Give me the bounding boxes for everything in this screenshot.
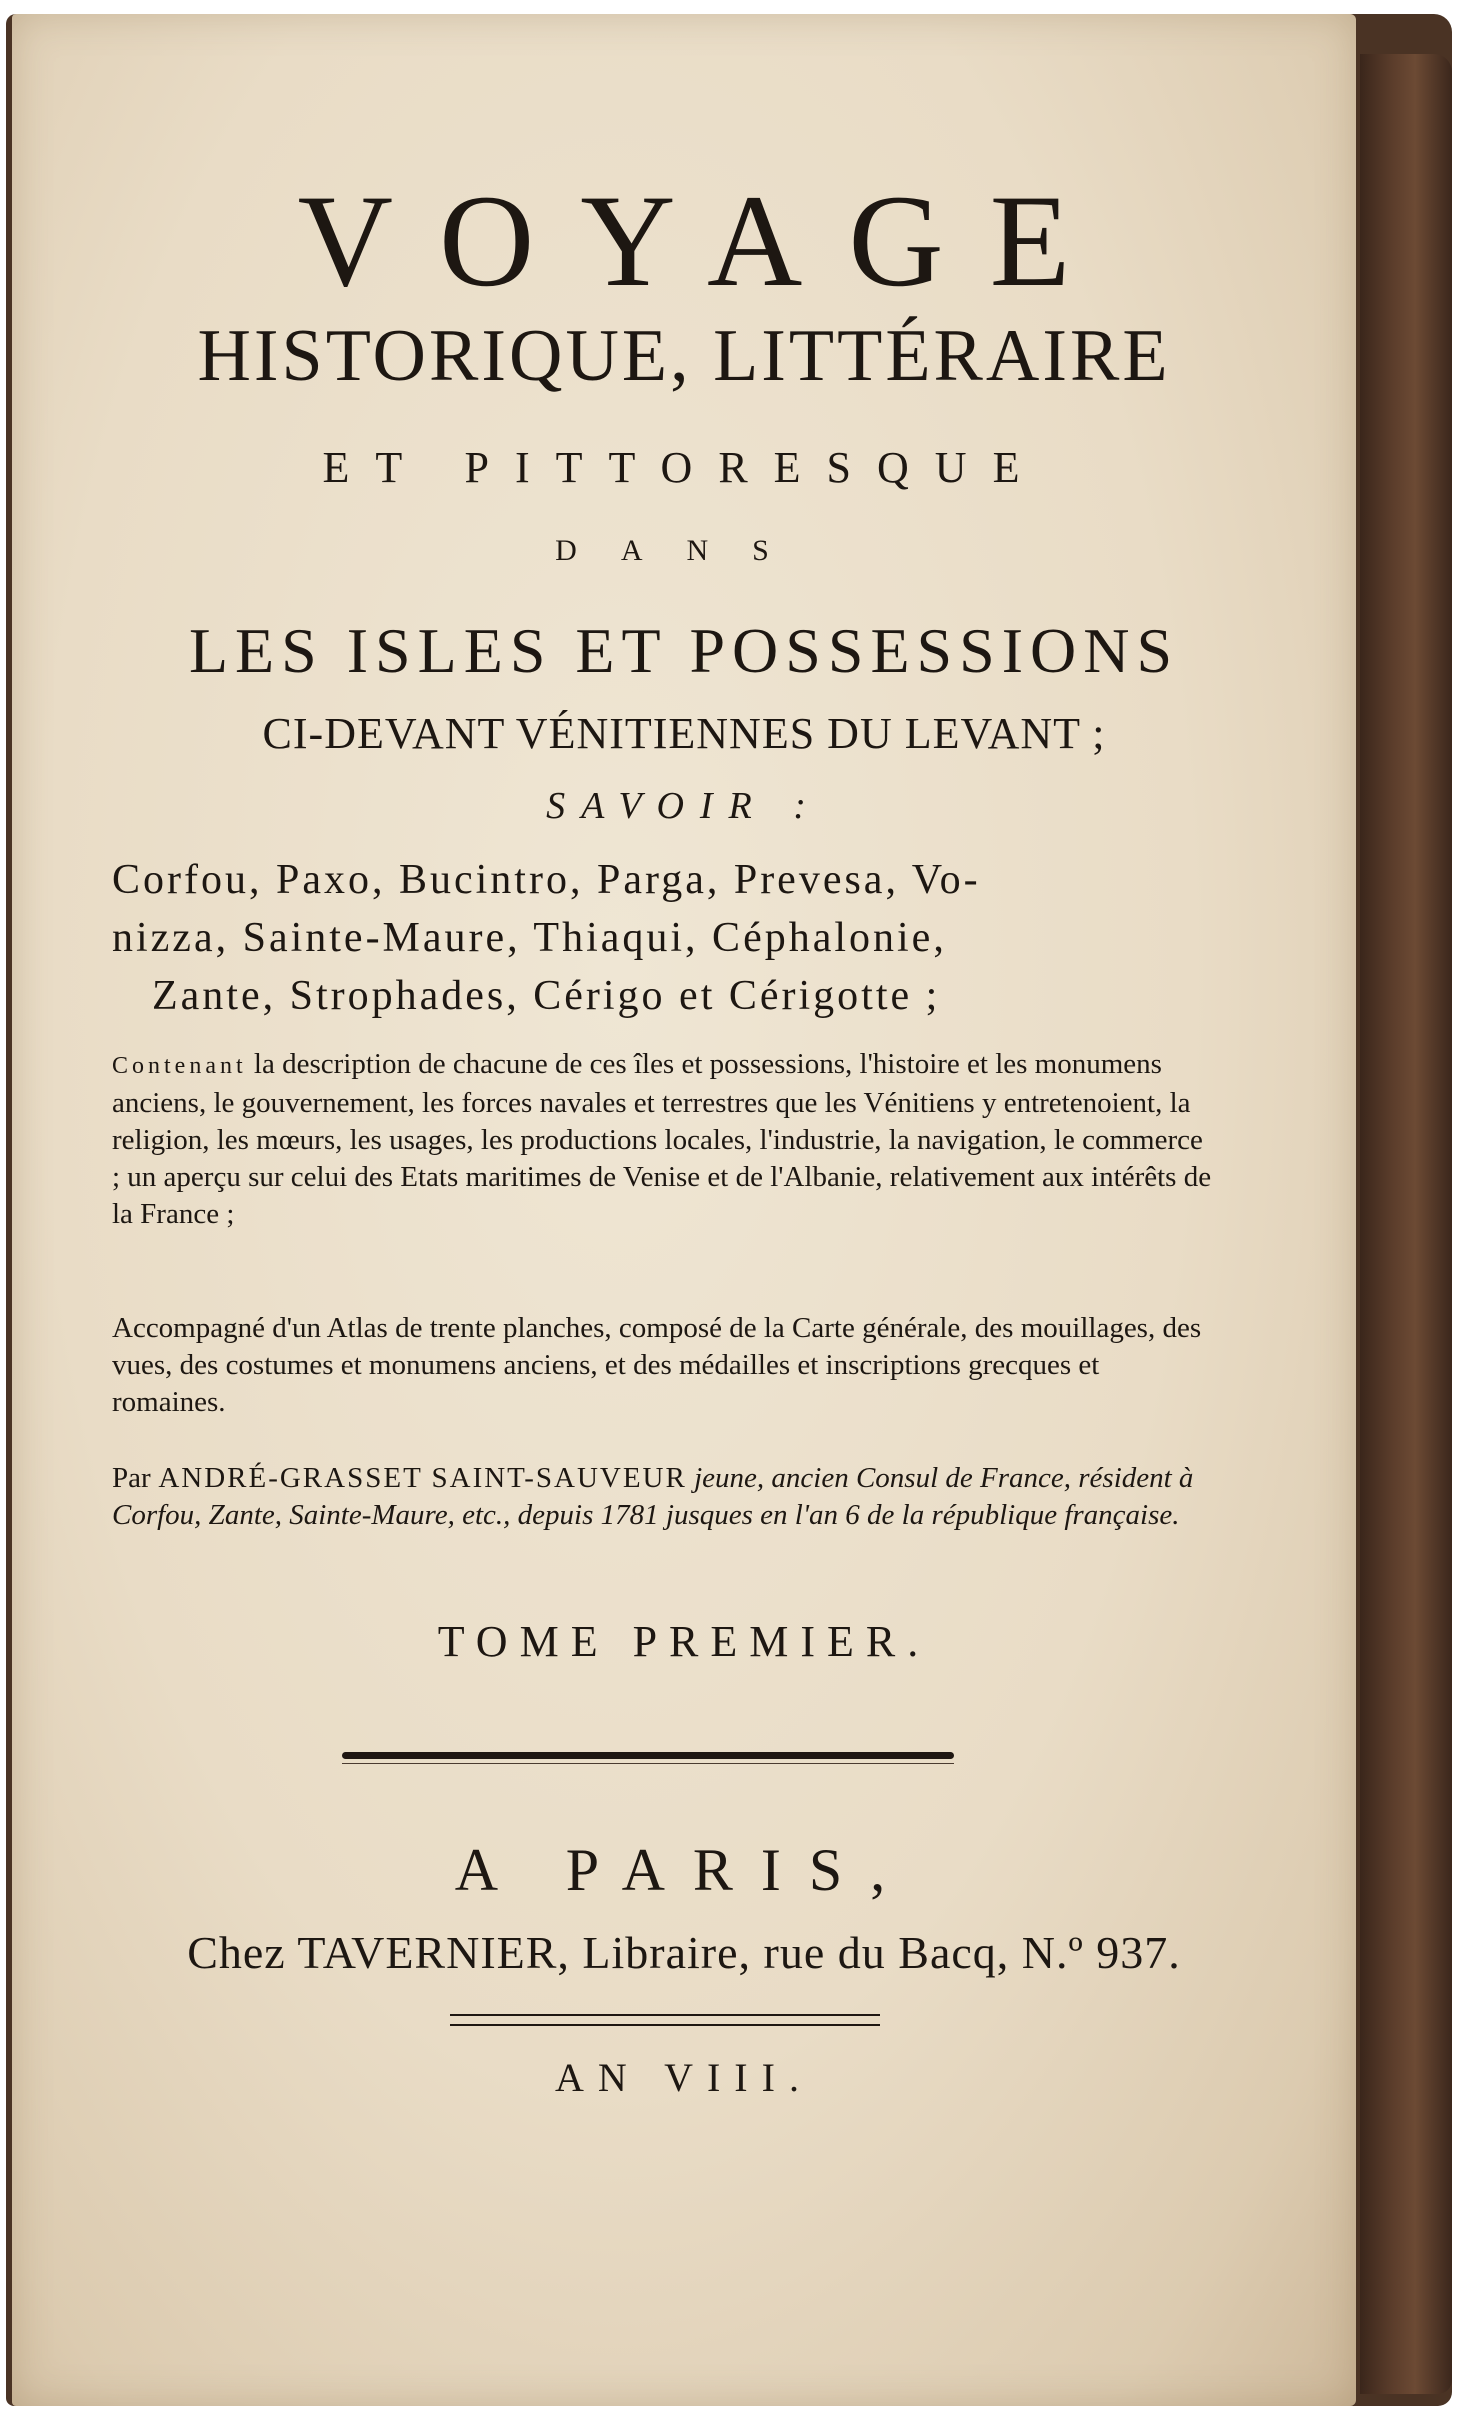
contents-paragraph — [112, 1046, 1212, 1233]
title-page — [12, 14, 1356, 2406]
subtitle-historique: HISTORIQUE, LITTÉRAIRE — [197, 315, 1171, 397]
book-cover — [6, 14, 1452, 2406]
contents-lead: Contenant — [112, 1053, 247, 1079]
author-details: jeune, ancien Consul de France, résident à Corfou, Zante, Sainte-Maure, etc., depuis 1781 jusques en l'an 6 de la république française. — [112, 1462, 1194, 1531]
atlas-paragraph: Accompagné d'un Atlas de trente planches, composé de la Carte générale, des mouillages, des vues, des costumes et monumens anciens, et des médailles et inscriptions grecques et romaines. — [112, 1312, 1202, 1418]
subtitle-savoir: SAVOIR : — [546, 785, 822, 827]
author-par: Par — [112, 1462, 151, 1494]
author-name: ANDRÉ-GRASSET SAINT-SAUVEUR — [150, 1462, 687, 1494]
imprint-publisher: Chez TAVERNIER, Libraire, rue du Bacq, N.º 937. — [187, 1927, 1181, 1978]
places-line-1: Corfou, Paxo, Bucintro, Parga, Prevesa, Vo- — [112, 857, 981, 903]
imprint-city: A PARIS, — [454, 1837, 914, 1903]
places-line-3: Zante, Strophades, Cérigo et Cérigotte ; — [152, 973, 941, 1019]
subtitle-pittoresque: ET PITTORESQUE — [322, 443, 1046, 492]
thin-rule — [342, 1763, 954, 1764]
thick-rule — [342, 1752, 954, 1759]
subtitle-cidevant: CI-DEVANT VÉNITIENNES DU LEVANT ; — [262, 709, 1106, 758]
double-rule-bottom — [450, 2024, 880, 2026]
page-title: VOYAGE — [297, 167, 1117, 314]
subtitle-dans: DANS — [555, 534, 813, 567]
double-rule-top — [450, 2014, 880, 2016]
imprint-year: AN VIII. — [555, 2055, 813, 2100]
contents-text: la description de chacune de ces îles et possessions, l'histoire et les monumens anciens, le gouvernement, les forces navales et terrestres que les Vénitiens y entretenoient, la religion, les mœurs, les usages, les productions locales, l'industrie, la navigation, le commerce ; un aperçu sur celui des Etats maritimes de Venise et de l'Albanie, relativement aux intérêts de la France ; — [112, 1048, 1212, 1230]
subtitle-isles: LES ISLES ET POSSESSIONS — [188, 615, 1180, 686]
author-paragraph — [112, 1460, 1212, 1534]
volume-label: TOME PREMIER. — [437, 1617, 931, 1666]
places-line-2: nizza, Sainte-Maure, Thiaqui, Céphalonie, — [112, 915, 947, 961]
book-spine-edge — [1360, 54, 1452, 2394]
